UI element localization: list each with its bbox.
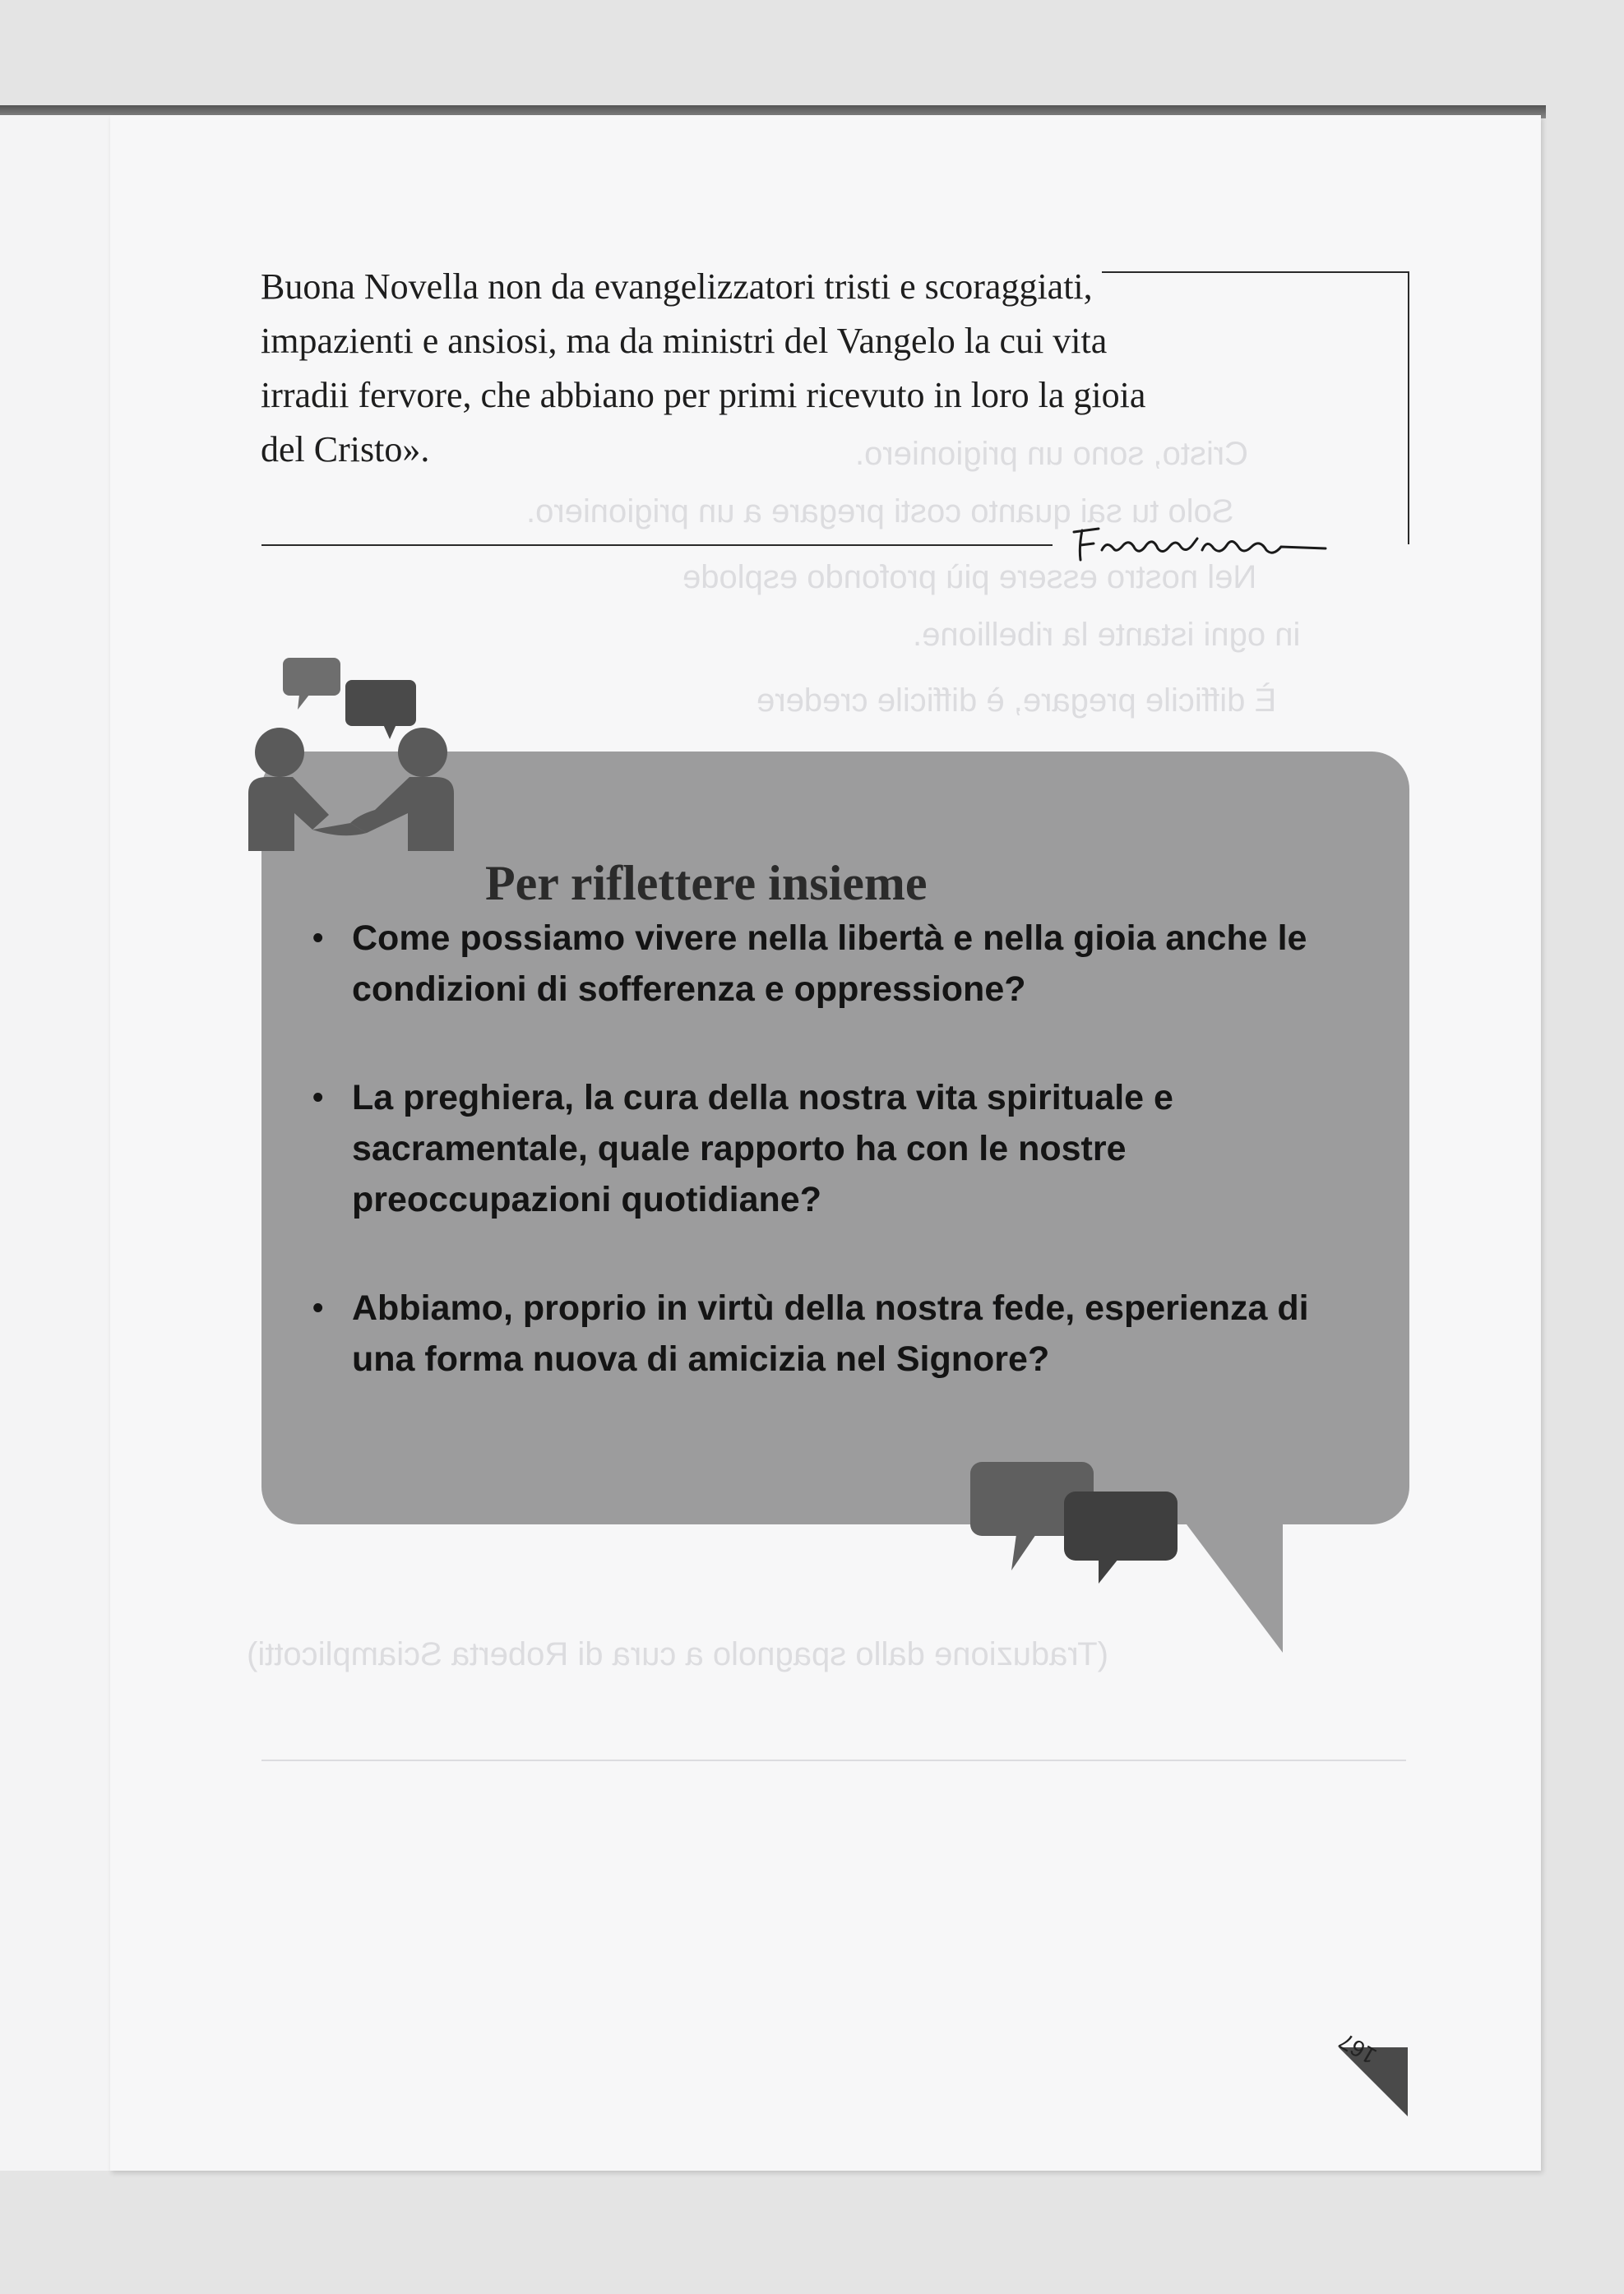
bullet: • (312, 1080, 324, 1115)
page-number: 167 (1335, 2028, 1381, 2070)
passage-line: irradii fervore, che abbiano per primi ricevuto in loro la gioia (261, 375, 1146, 415)
bleed-line-4: in ogni istante la ribellione. (913, 617, 1301, 653)
bullet: • (312, 1291, 324, 1325)
question-list (306, 913, 1367, 1442)
bleed-line-1: Cristo, sono un prigioniero. (855, 436, 1249, 472)
passage-line: Buona Novella non da evangelizzatori tristi e scoraggiati, (261, 266, 1093, 307)
bleed-line-2: Solo tu sai quanto costi pregare a un prigioniero. (526, 493, 1234, 530)
question-item (306, 1072, 1367, 1225)
bullet: • (312, 921, 324, 955)
passage-line: del Cristo». (261, 429, 430, 469)
question-text: Come possiamo vivere nella libertà e nella gioia anche le condizioni di sofferenza e oppressione? (352, 918, 1307, 1009)
question-item (306, 1283, 1367, 1385)
question-text: Abbiamo, proprio in virtù della nostra fede, esperienza di una forma nuova di amicizia nel Signore? (352, 1288, 1309, 1379)
question-text: La preghiera, la cura della nostra vita spirituale e sacramentale, quale rapporto ha con le nostre preoccupazioni quotidiane? (352, 1078, 1173, 1219)
reflection-heading: Per riflettere insieme (485, 855, 928, 910)
bleed-line-5: È difficile pregare, è difficile credere (756, 682, 1277, 719)
bleed-line-6: (Traduzione dallo spagnolo a cura di Roberta Sciamplicotti) (247, 1636, 1108, 1672)
speech-bubbles-icon (967, 1455, 1181, 1587)
bleed-line-3: Nel nostro essere più profondo esplode (682, 559, 1257, 595)
passage-line: impazienti e ansiosi, ma da ministri del Vangelo la cui vita (261, 321, 1108, 361)
conversation-people-icon (243, 654, 457, 859)
question-item (306, 913, 1367, 1015)
